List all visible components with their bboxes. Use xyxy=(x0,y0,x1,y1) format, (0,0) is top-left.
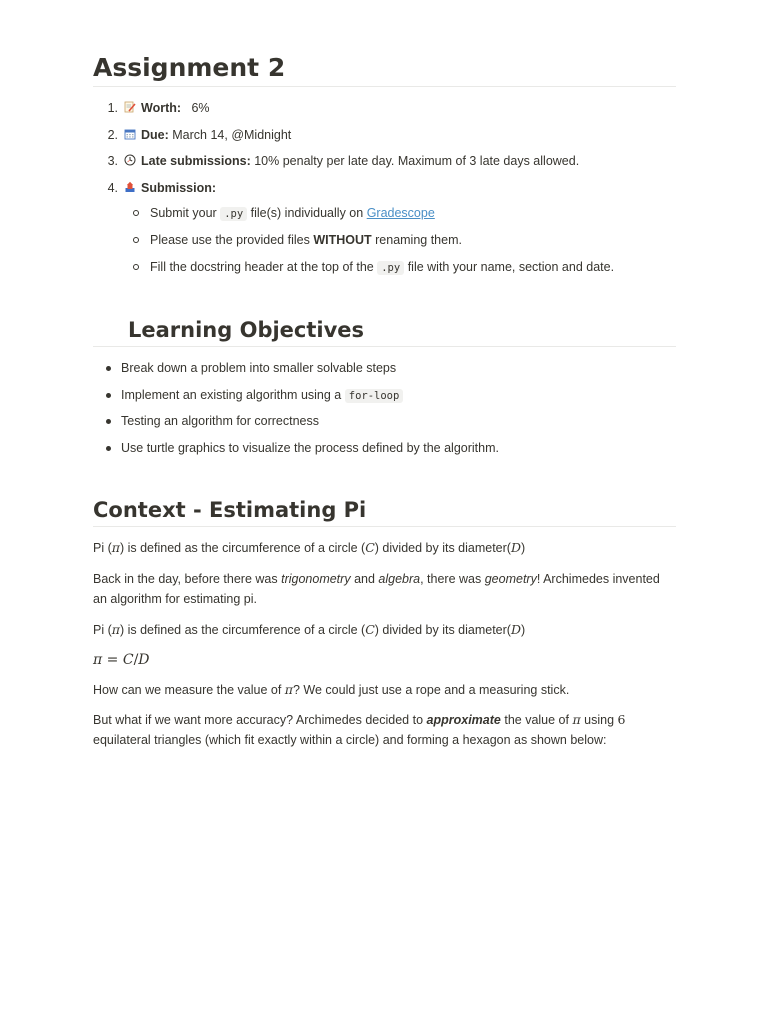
paragraph-pi-definition xyxy=(93,538,676,558)
emphasis-text: algebra xyxy=(378,572,421,586)
item-text: file(s) individually on xyxy=(250,206,364,220)
text: using xyxy=(584,713,615,727)
submission-label: Submission: xyxy=(141,180,217,195)
submission-details-list xyxy=(93,202,676,283)
math-d: D xyxy=(510,540,521,555)
math-c: C xyxy=(122,652,134,668)
math-c: C xyxy=(365,540,375,555)
pi-symbol: π xyxy=(284,682,293,697)
list-number: 2. xyxy=(107,127,118,142)
list-item xyxy=(93,256,676,283)
item-text: Testing an algorithm for correctness xyxy=(121,414,320,429)
list-item xyxy=(93,202,676,229)
item-text: file with your name, section and date. xyxy=(407,260,615,274)
bullet-dot xyxy=(106,393,111,398)
text: ) is defined as the circumference of a circle ( xyxy=(119,623,366,637)
item-text: Fill the docstring header at the top of the xyxy=(150,260,374,274)
pi-symbol: π xyxy=(572,712,581,727)
inline-code: .py xyxy=(377,261,404,275)
learning-objectives-heading: Learning Objectives xyxy=(93,316,676,347)
math-d: D xyxy=(510,622,521,637)
bullet-dot xyxy=(106,446,111,451)
bullet-circle xyxy=(133,210,139,216)
list-item xyxy=(93,410,676,437)
emphasis-text: geometry xyxy=(484,572,537,586)
bullet-dot xyxy=(106,419,111,424)
text: Back in the day, before there was xyxy=(93,572,278,586)
due-label: Due: xyxy=(141,127,169,142)
text: ) xyxy=(521,623,526,637)
inbox-tray-icon xyxy=(124,181,136,193)
list-number: 3. xyxy=(107,154,118,168)
list-number: 1. xyxy=(107,101,118,115)
list-item-late xyxy=(93,150,676,177)
paragraph-archimedes xyxy=(93,569,676,609)
list-number: 4. xyxy=(107,180,118,195)
equals-sign: = xyxy=(102,652,123,668)
memo-icon xyxy=(124,101,136,113)
clock-icon xyxy=(124,154,136,166)
item-text: renaming them. xyxy=(375,233,462,247)
pi-symbol: π xyxy=(111,622,120,637)
text: , there was xyxy=(420,572,482,586)
pi-symbol: π xyxy=(93,652,103,668)
late-label: Late submissions: xyxy=(141,154,251,168)
worth-label: Worth: xyxy=(141,101,182,115)
worth-value: 6% xyxy=(191,101,210,115)
list-item xyxy=(93,357,676,384)
assignment-info-list xyxy=(93,97,676,203)
text: ! Archimedes invented an algorithm for estimating pi. xyxy=(93,572,660,606)
text: Pi ( xyxy=(93,623,112,637)
math-c: C xyxy=(365,622,375,637)
text: the value of xyxy=(504,713,569,727)
text: ) xyxy=(521,541,526,555)
text: ? We could just use a rope and a measuring stick. xyxy=(293,683,570,697)
text: ) is defined as the circumference of a circle ( xyxy=(119,541,366,555)
calendar-icon xyxy=(124,128,136,140)
math-six: 6 xyxy=(617,712,626,727)
item-text: Please use the provided files xyxy=(150,233,310,247)
text: ) divided by its diameter( xyxy=(374,623,511,637)
list-item-submission xyxy=(93,177,676,204)
list-item-worth xyxy=(93,97,676,124)
math-d: D xyxy=(138,652,150,668)
pi-symbol: π xyxy=(111,540,120,555)
item-text: Break down a problem into smaller solvable steps xyxy=(121,361,397,375)
list-item xyxy=(93,384,676,411)
page-title: Assignment 2 xyxy=(93,52,676,87)
late-value: 10% penalty per late day. Maximum of 3 late days allowed. xyxy=(254,154,580,168)
paragraph-pi-definition-repeat xyxy=(93,620,676,640)
list-item xyxy=(93,229,676,256)
slash: / xyxy=(133,652,139,668)
bullet-circle xyxy=(133,264,139,270)
emphasis-text: WITHOUT xyxy=(313,233,372,247)
inline-code: for-loop xyxy=(345,389,404,403)
formula-pi-equals-c-over-d xyxy=(93,649,676,670)
bullet-dot xyxy=(106,366,111,371)
text: How can we measure the value of xyxy=(93,683,282,697)
text: ) divided by its diameter( xyxy=(374,541,511,555)
paragraph-measure xyxy=(93,680,676,700)
text: But what if we want more accuracy? Archimedes decided to xyxy=(93,713,424,727)
bullet-circle xyxy=(133,237,139,243)
list-item xyxy=(93,437,676,464)
text: equilateral triangles (which fit exactly within a circle) and forming a hexagon as shown below: xyxy=(93,733,607,747)
inline-code: .py xyxy=(220,207,247,221)
list-item-due xyxy=(93,124,676,151)
gradescope-link[interactable]: Gradescope xyxy=(366,206,435,220)
emphasis-text: approximate xyxy=(426,713,501,727)
text: Pi ( xyxy=(93,541,112,555)
context-heading: Context - Estimating Pi xyxy=(93,496,676,527)
item-text: Implement an existing algorithm using a xyxy=(121,387,342,402)
paragraph-accuracy xyxy=(93,710,676,750)
learning-objectives-list xyxy=(93,357,676,463)
text: and xyxy=(354,572,375,586)
emphasis-text: trigonometry xyxy=(281,572,351,586)
due-value: March 14, @Midnight xyxy=(172,127,292,142)
item-text: Use turtle graphics to visualize the process defined by the algorithm. xyxy=(121,440,499,455)
item-text: Submit your xyxy=(150,206,217,220)
